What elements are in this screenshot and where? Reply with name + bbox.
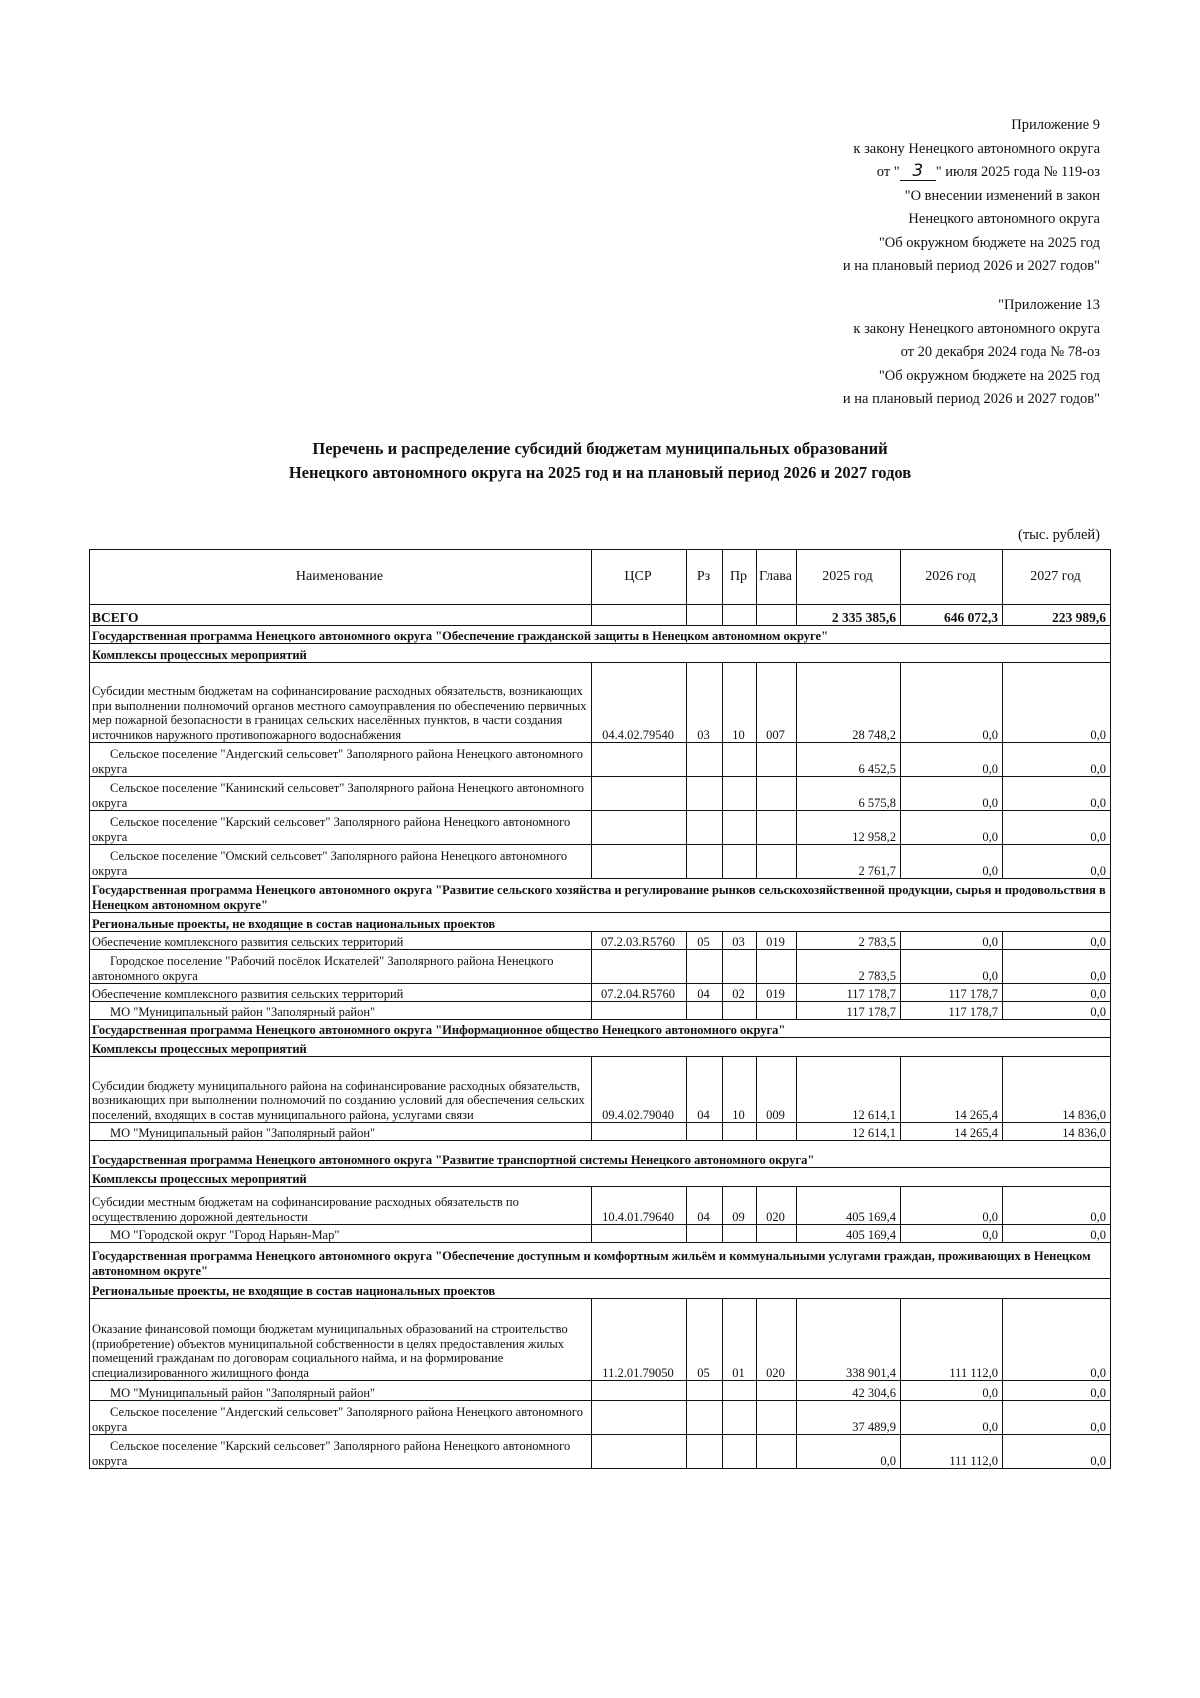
cell-rz <box>687 845 723 879</box>
header-name: Наименование <box>90 550 592 605</box>
cell-name: МО "Муниципальный район "Заполярный район" <box>90 1381 592 1401</box>
recipient-row <box>90 1123 1111 1141</box>
cell-2027: 0,0 <box>1003 984 1111 1002</box>
section-row <box>90 644 1111 663</box>
cell-2025: 405 169,4 <box>797 1225 901 1243</box>
subsidy-row <box>90 1299 1111 1381</box>
cell-2026: 0,0 <box>901 845 1003 879</box>
cell-rz: 03 <box>687 663 723 743</box>
cell-rz: 05 <box>687 932 723 950</box>
section-row <box>90 1168 1111 1187</box>
cell-2027: 0,0 <box>1003 1002 1111 1020</box>
appendix-9-line: и на плановый период 2026 и 2027 годов" <box>842 258 1100 274</box>
cell-name: Обеспечение комплексного развития сельских территорий <box>90 984 592 1002</box>
cell-name: Сельское поселение "Андегский сельсовет" Заполярного района Ненецкого автономного округа <box>90 1401 592 1435</box>
cell-csr <box>592 777 687 811</box>
cell-2025: 12 614,1 <box>797 1057 901 1123</box>
cell-glava <box>757 811 797 845</box>
program-name: Государственная программа Ненецкого автономного округа "Информационное общество Ненецкого автономного округа" <box>90 1020 1111 1038</box>
subsidy-row <box>90 1057 1111 1123</box>
cell-glava <box>757 1401 797 1435</box>
cell-2025: 6 575,8 <box>797 777 901 811</box>
recipient-row <box>90 950 1111 984</box>
subsidies-table <box>89 549 1111 1469</box>
cell-name: Сельское поселение "Канинский сельсовет" Заполярного района Ненецкого автономного округа <box>90 777 592 811</box>
total-row <box>90 605 1111 626</box>
cell-glava <box>757 605 797 626</box>
cell-csr: 11.2.01.79050 <box>592 1299 687 1381</box>
cell-csr <box>592 950 687 984</box>
program-name: Государственная программа Ненецкого автономного округа "Развитие транспортной системы Ненецкого автономного округа" <box>90 1141 1111 1168</box>
cell-2027: 0,0 <box>1003 1299 1111 1381</box>
cell-name: Сельское поселение "Омский сельсовет" Заполярного района Ненецкого автономного округа <box>90 845 592 879</box>
cell-name: Городское поселение "Рабочий посёлок Искателей" Заполярного района Ненецкого автономного округа <box>90 950 592 984</box>
cell-2025: 338 901,4 <box>797 1299 901 1381</box>
cell-name: Субсидии местным бюджетам на софинансирование расходных обязательств, возникающих при выполнении полномочий органов местного самоуправления по обеспечению первичных мер пожарной безопасности в границах сельских населённых пунктов, в части создания источников наружного противопожарного водоснабжения <box>90 663 592 743</box>
cell-pr <box>723 811 757 845</box>
cell-glava <box>757 1123 797 1141</box>
appendix-9-line: "О внесении изменений в закон <box>904 187 1100 204</box>
section-name: Комплексы процессных мероприятий <box>90 1168 1111 1187</box>
cell-pr <box>723 1002 757 1020</box>
cell-2025: 28 748,2 <box>797 663 901 743</box>
cell-rz: 05 <box>687 1299 723 1381</box>
cell-2025: 12 614,1 <box>797 1123 901 1141</box>
section-name: Комплексы процессных мероприятий <box>90 1038 1111 1057</box>
appendix-9-line: Ненецкого автономного округа <box>908 211 1100 227</box>
cell-pr <box>723 1225 757 1243</box>
cell-pr <box>723 605 757 626</box>
cell-2026: 14 265,4 <box>901 1057 1003 1123</box>
title-line-2: Ненецкого автономного округа на 2025 год и на плановый период 2026 и 2027 годов <box>288 463 912 482</box>
program-name: Государственная программа Ненецкого автономного округа "Обеспечение доступным и комфортным жильём и коммунальными услугами граждан, проживающих в Ненецком автономном округе" <box>90 1243 1111 1279</box>
cell-rz <box>687 950 723 984</box>
date-suffix: " июля 2025 года № 119-оз <box>935 164 1100 180</box>
cell-2027: 0,0 <box>1003 1435 1111 1469</box>
cell-pr <box>723 743 757 777</box>
appendix-9-line: Приложение 9 <box>1011 117 1100 133</box>
cell-name: Субсидии местным бюджетам на софинансирование расходных обязательств по осуществлению дорожной деятельности <box>90 1187 592 1225</box>
program-row <box>90 1141 1111 1168</box>
cell-rz <box>687 1225 723 1243</box>
cell-2026: 117 178,7 <box>901 1002 1003 1020</box>
cell-2026: 0,0 <box>901 811 1003 845</box>
cell-pr: 02 <box>723 984 757 1002</box>
cell-2025: 117 178,7 <box>797 1002 901 1020</box>
cell-rz <box>687 1002 723 1020</box>
cell-2026: 0,0 <box>901 1225 1003 1243</box>
cell-2026: 111 112,0 <box>901 1435 1003 1469</box>
cell-2027: 0,0 <box>1003 1225 1111 1243</box>
appendix-13-line: и на плановый период 2026 и 2027 годов" <box>842 391 1100 407</box>
cell-csr: 04.4.02.79540 <box>592 663 687 743</box>
recipient-row <box>90 1401 1111 1435</box>
cell-2026: 0,0 <box>901 1401 1003 1435</box>
cell-rz: 04 <box>687 1187 723 1225</box>
cell-glava: 020 <box>757 1299 797 1381</box>
header-2027: 2027 год <box>1003 550 1111 605</box>
cell-csr <box>592 1401 687 1435</box>
cell-2025: 0,0 <box>797 1435 901 1469</box>
cell-rz <box>687 605 723 626</box>
cell-glava <box>757 950 797 984</box>
cell-2026: 111 112,0 <box>901 1299 1003 1381</box>
cell-2025: 405 169,4 <box>797 1187 901 1225</box>
cell-2026: 0,0 <box>901 1381 1003 1401</box>
cell-2026: 0,0 <box>901 950 1003 984</box>
cell-pr <box>723 950 757 984</box>
subsidy-row <box>90 984 1111 1002</box>
appendix-13-line: "Об окружном бюджете на 2025 год <box>878 367 1100 384</box>
appendix-9-line: "Об окружном бюджете на 2025 год <box>878 234 1100 251</box>
cell-glava: 007 <box>757 663 797 743</box>
subsidy-row <box>90 932 1111 950</box>
program-row <box>90 626 1111 644</box>
recipient-row <box>90 777 1111 811</box>
recipient-row <box>90 1435 1111 1469</box>
program-row <box>90 1020 1111 1038</box>
cell-csr <box>592 1002 687 1020</box>
cell-2025: 2 783,5 <box>797 932 901 950</box>
cell-name: Сельское поселение "Карский сельсовет" Заполярного района Ненецкого автономного округа <box>90 811 592 845</box>
subsidy-row <box>90 1187 1111 1225</box>
cell-2025: 2 783,5 <box>797 950 901 984</box>
section-name: Региональные проекты, не входящие в состав национальных проектов <box>90 913 1111 932</box>
cell-name: Субсидии бюджету муниципального района на софинансирование расходных обязательств, возникающих при выполнении полномочий по созданию условий для обеспечения сельских поселений, входящих в состав муниципального района, услугами связи <box>90 1057 592 1123</box>
appendix-13-line: "Приложение 13 <box>998 297 1100 313</box>
cell-glava: 020 <box>757 1187 797 1225</box>
recipient-row <box>90 845 1111 879</box>
cell-glava <box>757 1225 797 1243</box>
cell-name: МО "Муниципальный район "Заполярный район" <box>90 1123 592 1141</box>
cell-glava <box>757 845 797 879</box>
section-row <box>90 1038 1111 1057</box>
header-2025: 2025 год <box>797 550 901 605</box>
recipient-row <box>90 1381 1111 1401</box>
subsidy-row <box>90 663 1111 743</box>
appendix-13-header <box>843 294 1100 412</box>
cell-pr: 09 <box>723 1187 757 1225</box>
cell-rz <box>687 777 723 811</box>
section-name: Комплексы процессных мероприятий <box>90 644 1111 663</box>
cell-2027: 0,0 <box>1003 950 1111 984</box>
cell-2026: 0,0 <box>901 932 1003 950</box>
section-name: Региональные проекты, не входящие в состав национальных проектов <box>90 1279 1111 1299</box>
cell-rz: 04 <box>687 984 723 1002</box>
cell-name: Оказание финансовой помощи бюджетам муниципальных образований на строительство (приобретение) объектов муниципальной собственности в целях предоставления жилых помещений гражданам по договорам социального найма, и на формирование специализированного жилищного фонда <box>90 1299 592 1381</box>
cell-rz <box>687 1123 723 1141</box>
cell-2026: 0,0 <box>901 1187 1003 1225</box>
recipient-row <box>90 743 1111 777</box>
cell-2027: 0,0 <box>1003 811 1111 845</box>
cell-name: МО "Муниципальный район "Заполярный район" <box>90 1002 592 1020</box>
cell-rz: 04 <box>687 1057 723 1123</box>
cell-pr: 03 <box>723 932 757 950</box>
header-glava: Глава <box>757 550 797 605</box>
program-row <box>90 879 1111 913</box>
cell-csr <box>592 845 687 879</box>
cell-csr: 09.4.02.79040 <box>592 1057 687 1123</box>
cell-pr: 10 <box>723 663 757 743</box>
cell-2027: 14 836,0 <box>1003 1057 1111 1123</box>
cell-glava: 019 <box>757 932 797 950</box>
cell-2025: 12 958,2 <box>797 811 901 845</box>
cell-csr <box>592 743 687 777</box>
cell-csr: 10.4.01.79640 <box>592 1187 687 1225</box>
section-row <box>90 913 1111 932</box>
cell-glava <box>757 777 797 811</box>
cell-2027: 0,0 <box>1003 845 1111 879</box>
units-label: (тыс. рублей) <box>1018 527 1100 543</box>
title-line-1: Перечень и распределение субсидий бюджетам муниципальных образований <box>312 439 888 458</box>
cell-name: Обеспечение комплексного развития сельских территорий <box>90 932 592 950</box>
cell-csr <box>592 1381 687 1401</box>
cell-2027: 0,0 <box>1003 1381 1111 1401</box>
cell-rz <box>687 1401 723 1435</box>
cell-rz <box>687 1381 723 1401</box>
cell-2025: 2 761,7 <box>797 845 901 879</box>
cell-rz <box>687 811 723 845</box>
cell-rz <box>687 1435 723 1469</box>
cell-pr <box>723 777 757 811</box>
cell-glava: 009 <box>757 1057 797 1123</box>
cell-2026: 0,0 <box>901 743 1003 777</box>
recipient-row <box>90 811 1111 845</box>
appendix-9-date-line <box>843 161 1100 185</box>
document-title <box>90 437 1110 485</box>
cell-2027: 0,0 <box>1003 932 1111 950</box>
total-2027: 223 989,6 <box>1003 605 1111 626</box>
total-label: ВСЕГО <box>90 605 592 626</box>
cell-pr <box>723 1381 757 1401</box>
cell-2026: 117 178,7 <box>901 984 1003 1002</box>
cell-name: Сельское поселение "Андегский сельсовет" Заполярного района Ненецкого автономного округа <box>90 743 592 777</box>
cell-pr: 01 <box>723 1299 757 1381</box>
section-row <box>90 1279 1111 1299</box>
cell-csr: 07.2.03.R5760 <box>592 932 687 950</box>
cell-csr <box>592 1225 687 1243</box>
cell-pr <box>723 1401 757 1435</box>
header-csr: ЦСР <box>592 550 687 605</box>
appendix-9-line: к закону Ненецкого автономного округа <box>853 140 1100 157</box>
cell-2027: 0,0 <box>1003 663 1111 743</box>
cell-name: Сельское поселение "Карский сельсовет" Заполярного района Ненецкого автономного округа <box>90 1435 592 1469</box>
cell-pr <box>723 845 757 879</box>
total-2025: 2 335 385,6 <box>797 605 901 626</box>
header-2026: 2026 год <box>901 550 1003 605</box>
cell-csr <box>592 1435 687 1469</box>
table-header-row <box>90 550 1111 605</box>
cell-csr: 07.2.04.R5760 <box>592 984 687 1002</box>
cell-2026: 0,0 <box>901 777 1003 811</box>
cell-pr <box>723 1123 757 1141</box>
cell-2026: 14 265,4 <box>901 1123 1003 1141</box>
program-name: Государственная программа Ненецкого автономного округа "Обеспечение гражданской защиты в Ненецком автономном округе" <box>90 626 1111 644</box>
cell-2027: 14 836,0 <box>1003 1123 1111 1141</box>
cell-csr <box>592 605 687 626</box>
cell-glava <box>757 743 797 777</box>
cell-pr <box>723 1435 757 1469</box>
handwritten-day: 3 <box>900 163 936 181</box>
cell-glava <box>757 1002 797 1020</box>
cell-2027: 0,0 <box>1003 743 1111 777</box>
cell-csr <box>592 811 687 845</box>
cell-glava <box>757 1381 797 1401</box>
cell-2025: 42 304,6 <box>797 1381 901 1401</box>
cell-2027: 0,0 <box>1003 777 1111 811</box>
cell-rz <box>687 743 723 777</box>
cell-glava: 019 <box>757 984 797 1002</box>
cell-2027: 0,0 <box>1003 1401 1111 1435</box>
header-rz: Рз <box>687 550 723 605</box>
total-2026: 646 072,3 <box>901 605 1003 626</box>
appendix-13-line: к закону Ненецкого автономного округа <box>853 320 1100 337</box>
cell-pr: 10 <box>723 1057 757 1123</box>
cell-2025: 37 489,9 <box>797 1401 901 1435</box>
program-row <box>90 1243 1111 1279</box>
appendix-9-header <box>843 114 1100 279</box>
recipient-row <box>90 1225 1111 1243</box>
cell-name: МО "Городской округ "Город Нарьян-Мар" <box>90 1225 592 1243</box>
cell-2026: 0,0 <box>901 663 1003 743</box>
cell-csr <box>592 1123 687 1141</box>
cell-2025: 6 452,5 <box>797 743 901 777</box>
date-prefix: от " <box>876 164 900 180</box>
program-name: Государственная программа Ненецкого автономного округа "Развитие сельского хозяйства и регулирование рынков сельскохозяйственной продукции, сырья и продовольствия в Ненецком автономном округе" <box>90 879 1111 913</box>
cell-2027: 0,0 <box>1003 1187 1111 1225</box>
cell-glava <box>757 1435 797 1469</box>
appendix-13-line: от 20 декабря 2024 года № 78-оз <box>900 344 1100 360</box>
header-pr: Пр <box>723 550 757 605</box>
recipient-row <box>90 1002 1111 1020</box>
cell-2025: 117 178,7 <box>797 984 901 1002</box>
